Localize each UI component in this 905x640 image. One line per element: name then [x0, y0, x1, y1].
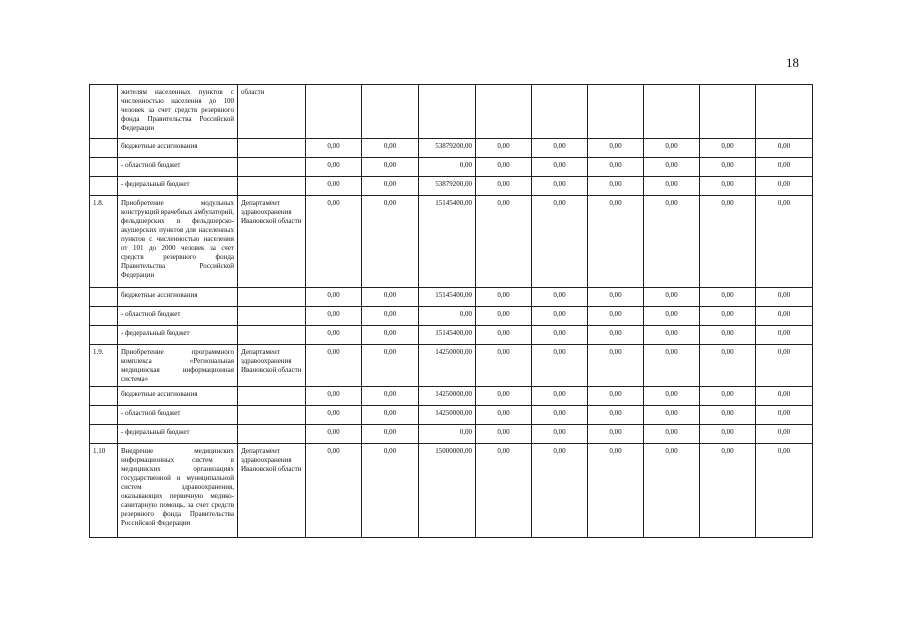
- row-value-2: 0,00: [362, 345, 419, 387]
- row-value-7: 0,00: [644, 345, 700, 387]
- row-value-5: 0,00: [532, 387, 588, 406]
- row-index: [90, 288, 118, 307]
- table-row: [90, 196, 813, 288]
- budget-table: [89, 84, 813, 538]
- row-description: Внедрение медицинских информационных систем в медицинских организациях государственной и муниципальной систем здравоохранения, оказывающих первичную медико-санитарную помощь, за счет средств резервного фонда Правительства Российской Федерации: [118, 444, 238, 538]
- row-value-8: 0,00: [700, 177, 756, 196]
- table-row: [90, 288, 813, 307]
- table-row: [90, 345, 813, 387]
- row-value-4: 0,00: [476, 177, 532, 196]
- row-value-8: 0,00: [700, 139, 756, 158]
- row-value-2: 0,00: [362, 196, 419, 288]
- row-value-6: 0,00: [588, 307, 644, 326]
- row-value-8: [700, 85, 756, 139]
- row-value-8: 0,00: [700, 425, 756, 444]
- row-value-5: 0,00: [532, 425, 588, 444]
- row-value-8: 0,00: [700, 444, 756, 538]
- row-value-5: 0,00: [532, 444, 588, 538]
- row-index: [90, 139, 118, 158]
- row-value-2: 0,00: [362, 307, 419, 326]
- row-value-5: 0,00: [532, 139, 588, 158]
- row-value-1: 0,00: [306, 444, 362, 538]
- row-value-4: 0,00: [476, 139, 532, 158]
- row-value-8: 0,00: [700, 345, 756, 387]
- table-row: [90, 307, 813, 326]
- row-department: [238, 288, 306, 307]
- row-index: [90, 406, 118, 425]
- row-value-5: 0,00: [532, 288, 588, 307]
- page-number: 18: [786, 55, 799, 70]
- row-index: [90, 158, 118, 177]
- row-value-9: 0,00: [756, 307, 813, 326]
- row-value-5: [532, 85, 588, 139]
- row-index: [90, 326, 118, 345]
- row-value-6: 0,00: [588, 196, 644, 288]
- row-value-1: 0,00: [306, 326, 362, 345]
- row-value-5: 0,00: [532, 345, 588, 387]
- row-value-1: 0,00: [306, 387, 362, 406]
- table-row: [90, 139, 813, 158]
- row-value-9: 0,00: [756, 345, 813, 387]
- row-value-3: 0,00: [419, 425, 476, 444]
- row-value-8: 0,00: [700, 288, 756, 307]
- row-value-7: 0,00: [644, 425, 700, 444]
- row-value-9: 0,00: [756, 425, 813, 444]
- table-row: [90, 406, 813, 425]
- row-index: [90, 425, 118, 444]
- row-index: [90, 387, 118, 406]
- row-value-8: 0,00: [700, 387, 756, 406]
- row-value-8: 0,00: [700, 326, 756, 345]
- row-value-9: 0,00: [756, 326, 813, 345]
- row-value-2: 0,00: [362, 326, 419, 345]
- row-value-3: 14250000,00: [419, 387, 476, 406]
- row-value-4: 0,00: [476, 307, 532, 326]
- row-value-6: 0,00: [588, 326, 644, 345]
- row-value-9: 0,00: [756, 196, 813, 288]
- row-value-1: [306, 85, 362, 139]
- row-value-9: 0,00: [756, 387, 813, 406]
- table-row: [90, 158, 813, 177]
- table-row: [90, 177, 813, 196]
- row-value-6: 0,00: [588, 177, 644, 196]
- row-value-4: [476, 85, 532, 139]
- row-value-4: 0,00: [476, 158, 532, 177]
- row-value-1: 0,00: [306, 406, 362, 425]
- row-department: [238, 177, 306, 196]
- row-department: Департамент здравоохранения Ивановской области: [238, 444, 306, 538]
- row-value-6: 0,00: [588, 345, 644, 387]
- row-description: бюджетные ассигнования: [118, 288, 238, 307]
- row-value-1: 0,00: [306, 196, 362, 288]
- row-value-3: 0,00: [419, 307, 476, 326]
- row-value-3: 14250000,00: [419, 345, 476, 387]
- row-value-6: 0,00: [588, 387, 644, 406]
- row-value-3: 15145400,00: [419, 288, 476, 307]
- row-value-2: 0,00: [362, 387, 419, 406]
- row-department: [238, 406, 306, 425]
- row-value-6: 0,00: [588, 444, 644, 538]
- row-department: [238, 326, 306, 345]
- row-value-3: 53879200,00: [419, 177, 476, 196]
- row-value-1: 0,00: [306, 307, 362, 326]
- row-value-7: 0,00: [644, 196, 700, 288]
- row-value-7: 0,00: [644, 158, 700, 177]
- row-value-9: 0,00: [756, 139, 813, 158]
- table-row: [90, 425, 813, 444]
- row-value-9: 0,00: [756, 288, 813, 307]
- row-value-2: 0,00: [362, 444, 419, 538]
- row-value-3: 0,00: [419, 158, 476, 177]
- row-department: [238, 158, 306, 177]
- table-row: [90, 444, 813, 538]
- row-value-5: 0,00: [532, 326, 588, 345]
- row-value-8: 0,00: [700, 158, 756, 177]
- row-value-3: 15000000,00: [419, 444, 476, 538]
- row-value-7: 0,00: [644, 177, 700, 196]
- row-index: 1.10: [90, 444, 118, 538]
- row-value-2: 0,00: [362, 139, 419, 158]
- row-value-5: 0,00: [532, 158, 588, 177]
- row-value-7: 0,00: [644, 326, 700, 345]
- row-description: бюджетные ассигнования: [118, 387, 238, 406]
- row-value-6: 0,00: [588, 139, 644, 158]
- row-value-5: 0,00: [532, 196, 588, 288]
- row-description: Приобретение модульных конструкций врачебных амбулаторий, фельдшерских и фельдшерско-акушерских пунктов для населенных пунктов с численностью населения от 101 до 2000 человек за счет средств резервного фонда Правительства Российской Федерации: [118, 196, 238, 288]
- table-row: [90, 85, 813, 139]
- row-value-5: 0,00: [532, 406, 588, 425]
- table-row: [90, 387, 813, 406]
- row-value-1: 0,00: [306, 139, 362, 158]
- row-value-3: [419, 85, 476, 139]
- row-value-3: 15145400,00: [419, 196, 476, 288]
- table-row: [90, 326, 813, 345]
- row-value-4: 0,00: [476, 326, 532, 345]
- row-value-9: 0,00: [756, 177, 813, 196]
- row-index: [90, 85, 118, 139]
- row-value-1: 0,00: [306, 345, 362, 387]
- row-index: [90, 177, 118, 196]
- row-description: - федеральный бюджет: [118, 177, 238, 196]
- row-value-7: 0,00: [644, 444, 700, 538]
- row-value-6: 0,00: [588, 425, 644, 444]
- row-value-5: 0,00: [532, 177, 588, 196]
- row-value-4: 0,00: [476, 406, 532, 425]
- row-value-1: 0,00: [306, 177, 362, 196]
- row-value-4: 0,00: [476, 288, 532, 307]
- row-value-1: 0,00: [306, 288, 362, 307]
- row-value-7: 0,00: [644, 406, 700, 425]
- row-value-2: 0,00: [362, 288, 419, 307]
- row-value-6: 0,00: [588, 406, 644, 425]
- row-description: Приобретение программного комплекса «Региональная медицинская информационная система»: [118, 345, 238, 387]
- row-value-9: 0,00: [756, 158, 813, 177]
- row-value-8: 0,00: [700, 196, 756, 288]
- row-description: - областной бюджет: [118, 406, 238, 425]
- row-department: Департамент здравоохранения Ивановской области: [238, 196, 306, 288]
- row-value-1: 0,00: [306, 425, 362, 444]
- row-description: бюджетные ассигнования: [118, 139, 238, 158]
- row-value-6: [588, 85, 644, 139]
- row-value-4: 0,00: [476, 196, 532, 288]
- row-value-9: [756, 85, 813, 139]
- row-department: [238, 387, 306, 406]
- row-description: - федеральный бюджет: [118, 425, 238, 444]
- row-value-6: 0,00: [588, 288, 644, 307]
- row-value-2: 0,00: [362, 425, 419, 444]
- row-value-7: [644, 85, 700, 139]
- row-index: 1.9.: [90, 345, 118, 387]
- row-value-5: 0,00: [532, 307, 588, 326]
- row-value-2: 0,00: [362, 158, 419, 177]
- row-description: - федеральный бюджет: [118, 326, 238, 345]
- row-department: Департамент здравоохранения Ивановской области: [238, 345, 306, 387]
- row-value-4: 0,00: [476, 387, 532, 406]
- row-value-3: 15145400,00: [419, 326, 476, 345]
- row-value-8: 0,00: [700, 307, 756, 326]
- row-description: - областной бюджет: [118, 158, 238, 177]
- row-department: [238, 425, 306, 444]
- row-index: 1.8.: [90, 196, 118, 288]
- row-description: жителям населенных пунктов с численностью населения до 100 человек за счет средств резервного фонда Правительства Российской Федерации: [118, 85, 238, 139]
- row-department: [238, 307, 306, 326]
- row-value-9: 0,00: [756, 444, 813, 538]
- row-value-7: 0,00: [644, 307, 700, 326]
- row-value-3: 14250000,00: [419, 406, 476, 425]
- row-value-1: 0,00: [306, 158, 362, 177]
- row-value-9: 0,00: [756, 406, 813, 425]
- row-value-7: 0,00: [644, 288, 700, 307]
- row-department: [238, 139, 306, 158]
- row-value-7: 0,00: [644, 387, 700, 406]
- row-value-8: 0,00: [700, 406, 756, 425]
- row-value-4: 0,00: [476, 444, 532, 538]
- row-value-6: 0,00: [588, 158, 644, 177]
- row-value-2: 0,00: [362, 177, 419, 196]
- row-department: области: [238, 85, 306, 139]
- row-index: [90, 307, 118, 326]
- row-description: - областной бюджет: [118, 307, 238, 326]
- row-value-3: 53879200,00: [419, 139, 476, 158]
- row-value-2: 0,00: [362, 406, 419, 425]
- row-value-4: 0,00: [476, 345, 532, 387]
- row-value-2: [362, 85, 419, 139]
- row-value-7: 0,00: [644, 139, 700, 158]
- row-value-4: 0,00: [476, 425, 532, 444]
